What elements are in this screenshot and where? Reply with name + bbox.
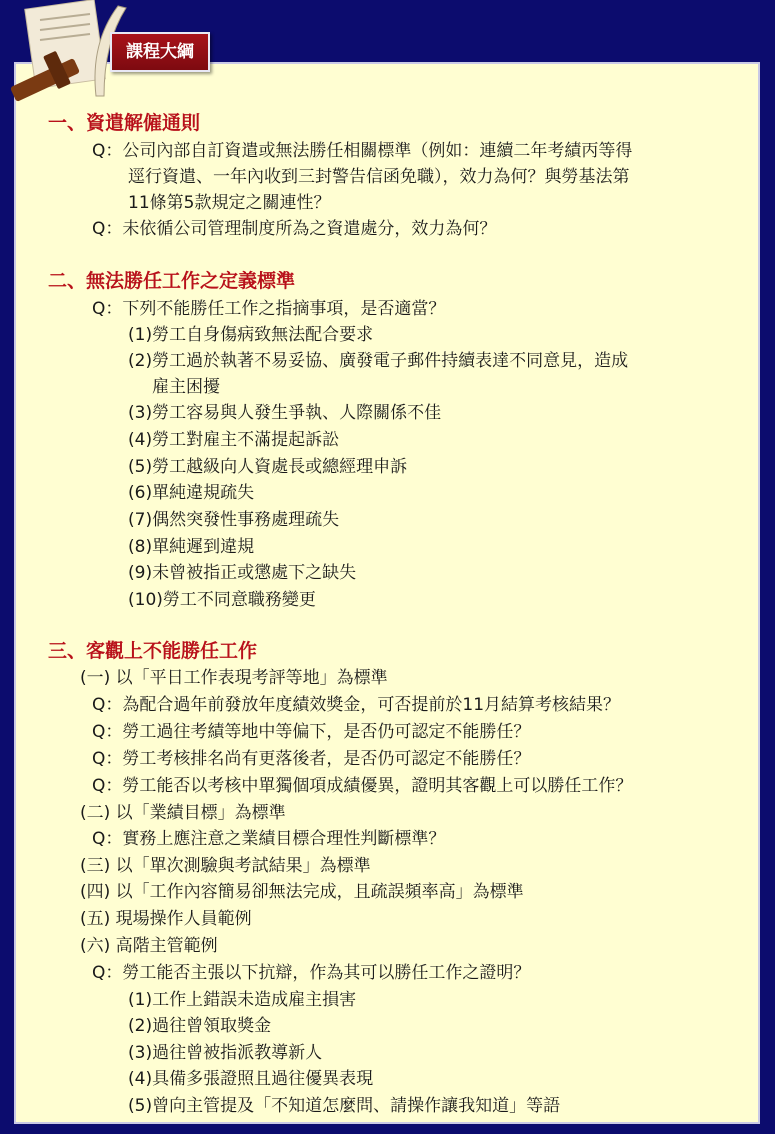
list-item: (4)具備多張證照且過往優異表現: [128, 1069, 374, 1089]
list-item: (2)過往曾領取獎金: [128, 1016, 272, 1036]
sub-heading: (五) 現場操作人員範例: [80, 909, 252, 929]
question-line: Q：公司內部自訂資遣或無法勝任相關標準（例如：連續二年考績丙等得: [92, 141, 633, 161]
list-item: (4)勞工對雇主不滿提起訴訟: [128, 430, 340, 450]
sub-heading: (二) 以「業績目標」為標準: [80, 803, 286, 823]
course-outline-tab[interactable]: 課程大綱: [110, 32, 210, 72]
question-line: Q：未依循公司管理制度所為之資遣處分，效力為何？: [92, 219, 497, 239]
question-line: Q：勞工過往考績等地中等偏下，是否仍可認定不能勝任？: [92, 722, 531, 742]
list-item: 雇主困擾: [152, 377, 220, 397]
section-title: 二、無法勝任工作之定義標準: [48, 270, 296, 292]
list-item: (5)勞工越級向人資處長或總經理申訴: [128, 457, 408, 477]
question-line: Q：勞工能否主張以下抗辯，作為其可以勝任工作之證明？: [92, 963, 531, 983]
question-line: 逕行資遣、一年內收到三封警告信函免職），效力為何？與勞基法第: [128, 167, 630, 187]
list-item: (5)曾向主管提及「不知道怎麼問、請操作讓我知道」等語: [128, 1096, 561, 1116]
question-line: Q：實務上應注意之業績目標合理性判斷標準？: [92, 829, 446, 849]
sub-heading: (一) 以「平日工作表現考評等地」為標準: [80, 668, 388, 688]
list-item: (3)勞工容易與人發生爭執、人際關係不佳: [128, 403, 442, 423]
sub-heading: (三) 以「單次測驗與考試結果」為標準: [80, 856, 371, 876]
list-item: (7)偶然突發性事務處理疏失: [128, 510, 340, 530]
question-line: Q：為配合過年前發放年度績效獎金，可否提前於11月結算考核結果？: [92, 695, 621, 715]
list-item: (3)過往曾被指派教導新人: [128, 1043, 323, 1063]
section-title: 一、資遣解僱通則: [48, 112, 201, 134]
question-line: Q：下列不能勝任工作之指摘事項，是否適當？: [92, 299, 446, 319]
list-item: (8)單純遲到違規: [128, 537, 255, 557]
list-item: (1)勞工自身傷病致無法配合要求: [128, 325, 374, 345]
list-item: (9)未曾被指正或懲處下之缺失: [128, 563, 357, 583]
list-item: (10)勞工不同意職務變更: [128, 590, 316, 610]
list-item: (6)單純違規疏失: [128, 483, 255, 503]
list-item: (2)勞工過於執著不易妥協、廣發電子郵件持續表達不同意見，造成: [128, 351, 629, 371]
question-line: Q：勞工考核排名尚有更落後者，是否仍可認定不能勝任？: [92, 749, 531, 769]
section-title: 三、客觀上不能勝任工作: [48, 640, 258, 662]
question-line: Q：勞工能否以考核中單獨個項成績優異，證明其客觀上可以勝任工作？: [92, 776, 633, 796]
sub-heading: (四) 以「工作內容簡易卻無法完成，且疏誤頻率高」為標準: [80, 882, 524, 902]
list-item: (1)工作上錯誤未造成雇主損害: [128, 990, 357, 1010]
sub-heading: (六) 高階主管範例: [80, 936, 218, 956]
question-line: 11條第5款規定之關連性？: [128, 193, 331, 213]
